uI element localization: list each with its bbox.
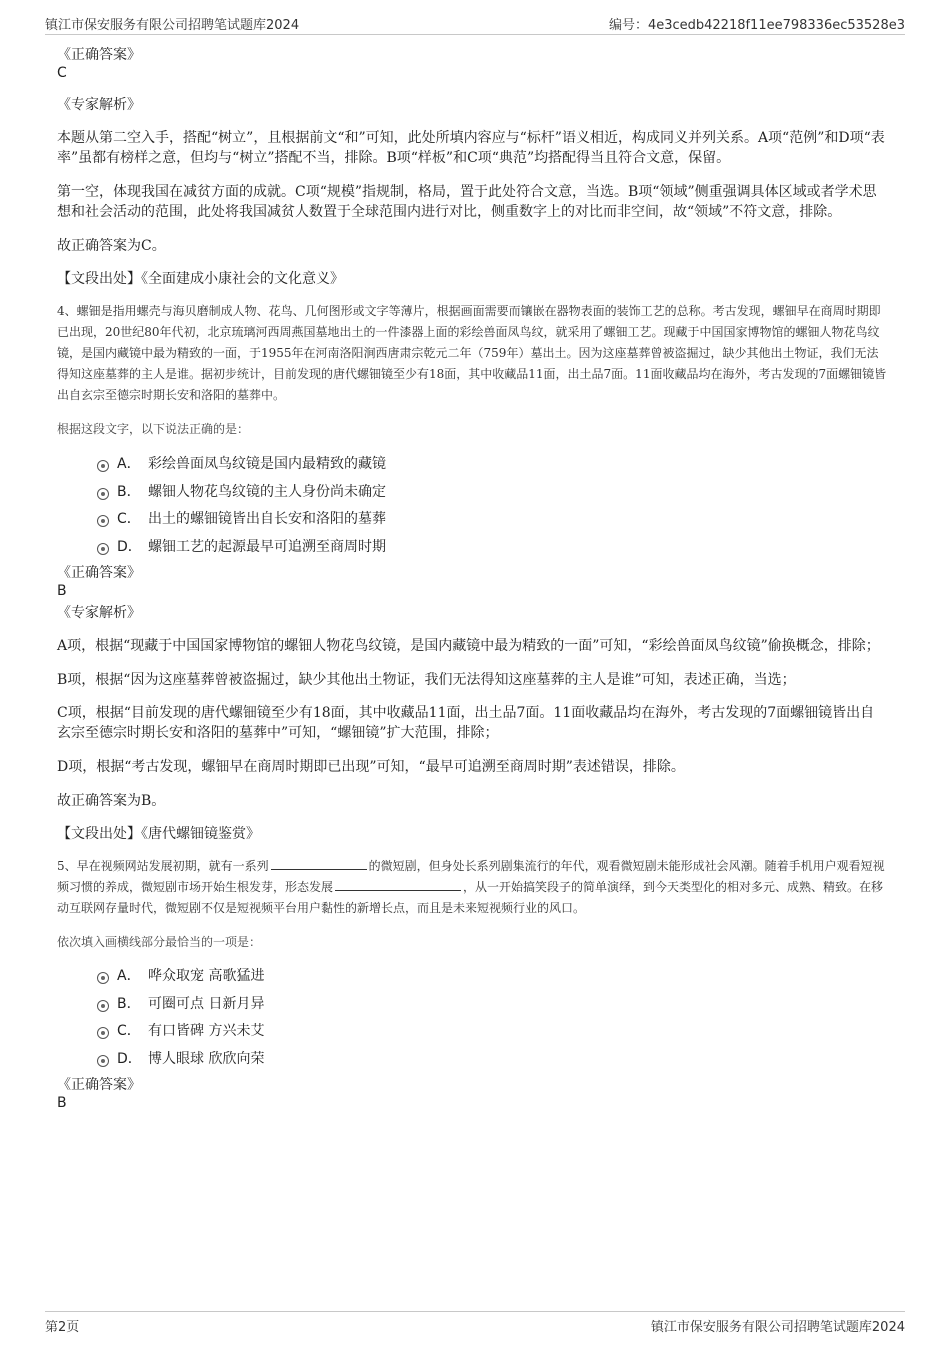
correct-answer: B	[57, 1095, 67, 1111]
analysis-paragraph: C项，根据“目前发现的唐代螺钿镜至少有18面，其中收藏品11面，出土品7面。11面收藏品均在海外，考古发现的7面螺钿镜皆出自玄宗至德宗时期长安和洛阳的墓葬中”可知，“螺钿镜”扩大范围，排除；	[57, 705, 875, 741]
option-text: 彩绘兽面凤鸟纹镜是国内最精致的藏镜	[148, 456, 386, 472]
option-b[interactable]	[97, 994, 887, 1022]
option-letter: B．	[117, 995, 141, 1012]
analysis-paragraph: B项，根据“因为这座墓葬曾被盗掘过，缺少其他出土物证，我们无法得知这座墓葬的主人是谁”可知，表述正确，当选；	[57, 672, 796, 688]
analysis-label: 《专家解析》	[57, 97, 141, 113]
option-letter: D．	[117, 538, 142, 555]
question-text-part: 5、早在视频网站发展初期，就有一系列	[57, 859, 269, 873]
option-letter: B．	[117, 483, 141, 500]
option-text: 出土的螺钿镜皆出自长安和洛阳的墓葬	[148, 511, 386, 527]
analysis-label: 《专家解析》	[57, 605, 141, 621]
header-title: 镇江市保安服务有限公司招聘笔试题库2024	[45, 18, 300, 33]
answer-label: 《正确答案》	[57, 565, 141, 581]
radio-icon[interactable]	[97, 1000, 109, 1012]
option-text: 螺钿人物花鸟纹镜的主人身份尚未确定	[148, 483, 386, 500]
answer-label: 《正确答案》	[57, 47, 141, 63]
radio-icon[interactable]	[97, 1055, 109, 1067]
option-letter: A．	[117, 968, 141, 984]
fill-blank	[271, 857, 367, 870]
analysis-paragraph: A项，根据“现藏于中国国家博物馆的螺钿人物花鸟纹镜，是国内藏镜中最为精致的一面”可知，“彩绘兽面凤鸟纹镜”偷换概念，排除；	[57, 638, 880, 654]
analysis-paragraph: 第一空，体现我国在减贫方面的成就。C项“规模”指规制，格局，置于此处符合文意，当选。B项“领域”侧重强调具体区域或者学术思想和社会活动的范围，此处将我国减贫人数置于全球范围内进行对比，侧重数字上的对比而非空间，故“领域”不符文意，排除。	[57, 184, 877, 220]
analysis-paragraph: 本题从第二空入手，搭配“树立”，且根据前文“和”可知，此处所填内容应与“标杆”语义相近，构成同义并列关系。A项“范例”和D项“表率”虽都有榜样之意，但均与“树立”搭配不当，排除。B项“样板”和C项“典范”均搭配得当且符合文意，保留。	[57, 130, 885, 166]
option-a[interactable]	[97, 454, 887, 482]
fill-blank	[335, 878, 461, 891]
page-content	[57, 46, 887, 1112]
option-text: 螺钿工艺的起源最早可追溯至商周时期	[148, 538, 386, 555]
option-text: 哗众取宠 高歌猛进	[148, 968, 265, 984]
option-letter: D．	[117, 1050, 142, 1067]
option-text: 有口皆碑 方兴未艾	[148, 1023, 265, 1039]
question-text-part: ，从一开始搞笑段子的简单演绎，到今天类型化的相对多元、成熟、精致。在移动互联网存量时代，微短剧不仅是短视频平台用户黏性的新增长点，而且是未来短视频行业的风口。	[57, 880, 884, 915]
analysis-paragraph: D项，根据“考古发现，螺钿早在商周时期即已出现”可知，“最早可追溯至商周时期”表述错误，排除。	[57, 759, 685, 775]
option-c[interactable]	[97, 509, 887, 537]
footer-title: 镇江市保安服务有限公司招聘笔试题库2024	[650, 1320, 905, 1335]
option-letter: A．	[117, 456, 141, 472]
page-header	[45, 14, 905, 35]
source-citation: 【文段出处】《全面建成小康社会的文化意义》	[57, 271, 344, 287]
option-text: 可圈可点 日新月异	[148, 995, 265, 1012]
radio-icon[interactable]	[97, 1027, 109, 1039]
radio-icon[interactable]	[97, 515, 109, 527]
option-c[interactable]	[97, 1021, 887, 1049]
source-citation: 【文段出处】《唐代螺钿镜鉴赏》	[57, 826, 260, 842]
answer-label: 《正确答案》	[57, 1077, 141, 1093]
question-text: 4、螺钿是指用螺壳与海贝磨制成人物、花鸟、几何图形或文字等薄片，根据画面需要而镶嵌在器物表面的装饰工艺的总称。考古发现，螺钿早在商周时期即已出现，20世纪80年代初，北京琉璃河西周燕国墓地出土的一件漆器上面的彩绘兽面凤鸟纹，就采用了螺钿工艺。现藏于中国国家博物馆的螺钿人物花鸟纹镜，是国内藏镜中最为精致的一面，于1955年在河南洛阳涧西唐肃宗乾元二年（759年）墓出土。因为这座墓葬曾被盗掘过，缺少其他出土物证，我们无法得知这座墓葬的主人是谁。据初步统计，目前发现的唐代螺钿镜至少有18面，其中收藏品11面，出土品7面。11面收藏品均在海外，考古发现的7面螺钿镜皆出自玄宗至德宗时期长安和洛阳的墓葬中。	[57, 304, 887, 402]
option-b[interactable]	[97, 482, 887, 510]
option-text: 博人眼球 欣欣向荣	[148, 1050, 265, 1067]
radio-icon[interactable]	[97, 488, 109, 500]
correct-answer: C	[57, 65, 67, 81]
option-letter: C．	[117, 1023, 141, 1039]
page-number: 第2页	[45, 1320, 80, 1335]
option-letter: C．	[117, 511, 141, 527]
option-d[interactable]	[97, 537, 887, 565]
option-a[interactable]	[97, 966, 887, 994]
radio-icon[interactable]	[97, 543, 109, 555]
radio-icon[interactable]	[97, 972, 109, 984]
option-d[interactable]	[97, 1049, 887, 1077]
question-text-part: 的微短剧，但身处长系列剧集流行的年代，观看微短剧未能形成社会风潮。随着手机用户观看短视频习惯的养成，微短剧市场开始生根发芽，形态发展	[57, 859, 885, 894]
conclusion: 故正确答案为B。	[57, 793, 166, 809]
question-text	[57, 856, 887, 919]
page-footer	[45, 1311, 905, 1336]
document-id: 编号：4e3cedb42218f11ee798336ec53528e3	[608, 18, 905, 33]
conclusion: 故正确答案为C。	[57, 238, 166, 254]
radio-icon[interactable]	[97, 460, 109, 472]
correct-answer: B	[57, 583, 67, 599]
question-prompt: 依次填入画横线部分最恰当的一项是：	[57, 935, 262, 949]
question-prompt: 根据这段文字，以下说法正确的是：	[57, 422, 250, 436]
